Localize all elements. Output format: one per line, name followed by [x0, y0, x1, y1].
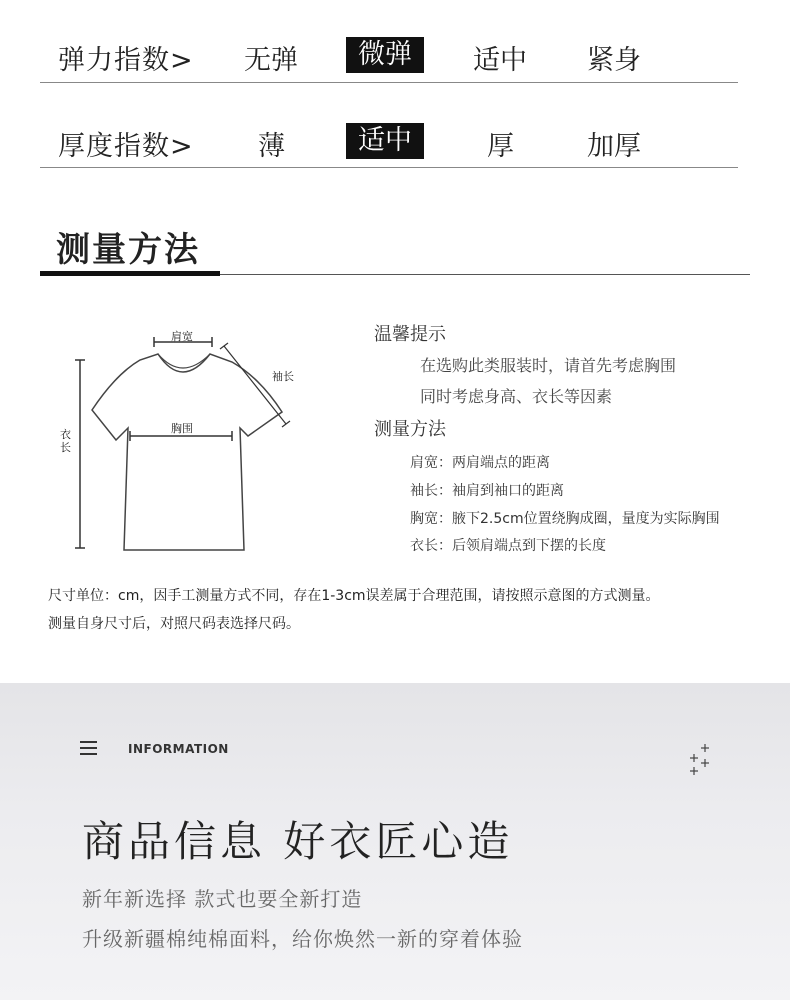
title-underline: [220, 274, 750, 275]
section-title: 测量方法: [56, 230, 200, 270]
shoulder-label: 肩宽: [171, 330, 193, 343]
tip-line: 同时考虑身高、衣长等因素: [420, 387, 613, 406]
divider: [40, 82, 738, 83]
elasticity-option-selected: 微弹: [346, 37, 424, 73]
tshirt-diagram: [60, 320, 300, 560]
sparkle-icon: [688, 741, 714, 779]
thickness-option-selected: 适中: [346, 123, 424, 159]
elasticity-option-medium: 适中: [473, 45, 527, 76]
size-note: 测量自身尺寸后，对照尺码表选择尺码。: [48, 616, 300, 632]
thickness-option-thick: 厚: [487, 131, 514, 162]
info-label: INFORMATION: [128, 742, 229, 756]
method-title: 测量方法: [374, 419, 446, 440]
thickness-option-thin: 薄: [258, 131, 285, 162]
tips-title: 温馨提示: [374, 324, 446, 345]
title-underline-accent: [40, 271, 220, 276]
tip-line: 在选购此类服装时，请首先考虑胸围: [420, 356, 677, 375]
info-subtitle: 新年新选择 款式也要全新打造: [82, 887, 363, 911]
method-line: 胸宽：腋下2.5cm位置绕胸成圈，量度为实际胸围: [410, 511, 720, 527]
method-line: 衣长：后领肩端点到下摆的长度: [410, 538, 606, 554]
info-section: [0, 683, 790, 1000]
chest-label: 胸围: [171, 422, 193, 435]
thickness-label: 厚度指数>: [58, 131, 194, 162]
thickness-option-extra-thick: 加厚: [587, 131, 641, 162]
info-title: 商品信息 好衣匠心造: [82, 817, 514, 866]
sleeve-label: 袖长: [272, 370, 294, 383]
length-label: 衣长: [60, 428, 71, 454]
elasticity-option-none: 无弹: [244, 45, 298, 76]
method-line: 肩宽：两肩端点的距离: [410, 455, 550, 471]
menu-icon: [80, 741, 97, 755]
elasticity-option-tight: 紧身: [587, 45, 641, 76]
elasticity-label: 弹力指数>: [58, 45, 194, 76]
info-subtitle: 升级新疆棉纯棉面料，给你焕然一新的穿着体验: [82, 927, 523, 951]
sleeve-arrow: [224, 346, 286, 424]
divider: [40, 167, 738, 168]
method-line: 袖长：袖肩到袖口的距离: [410, 483, 564, 499]
size-note: 尺寸单位：cm，因手工测量方式不同，存在1-3cm误差属于合理范围，请按照示意图的方式测量。: [48, 588, 660, 604]
